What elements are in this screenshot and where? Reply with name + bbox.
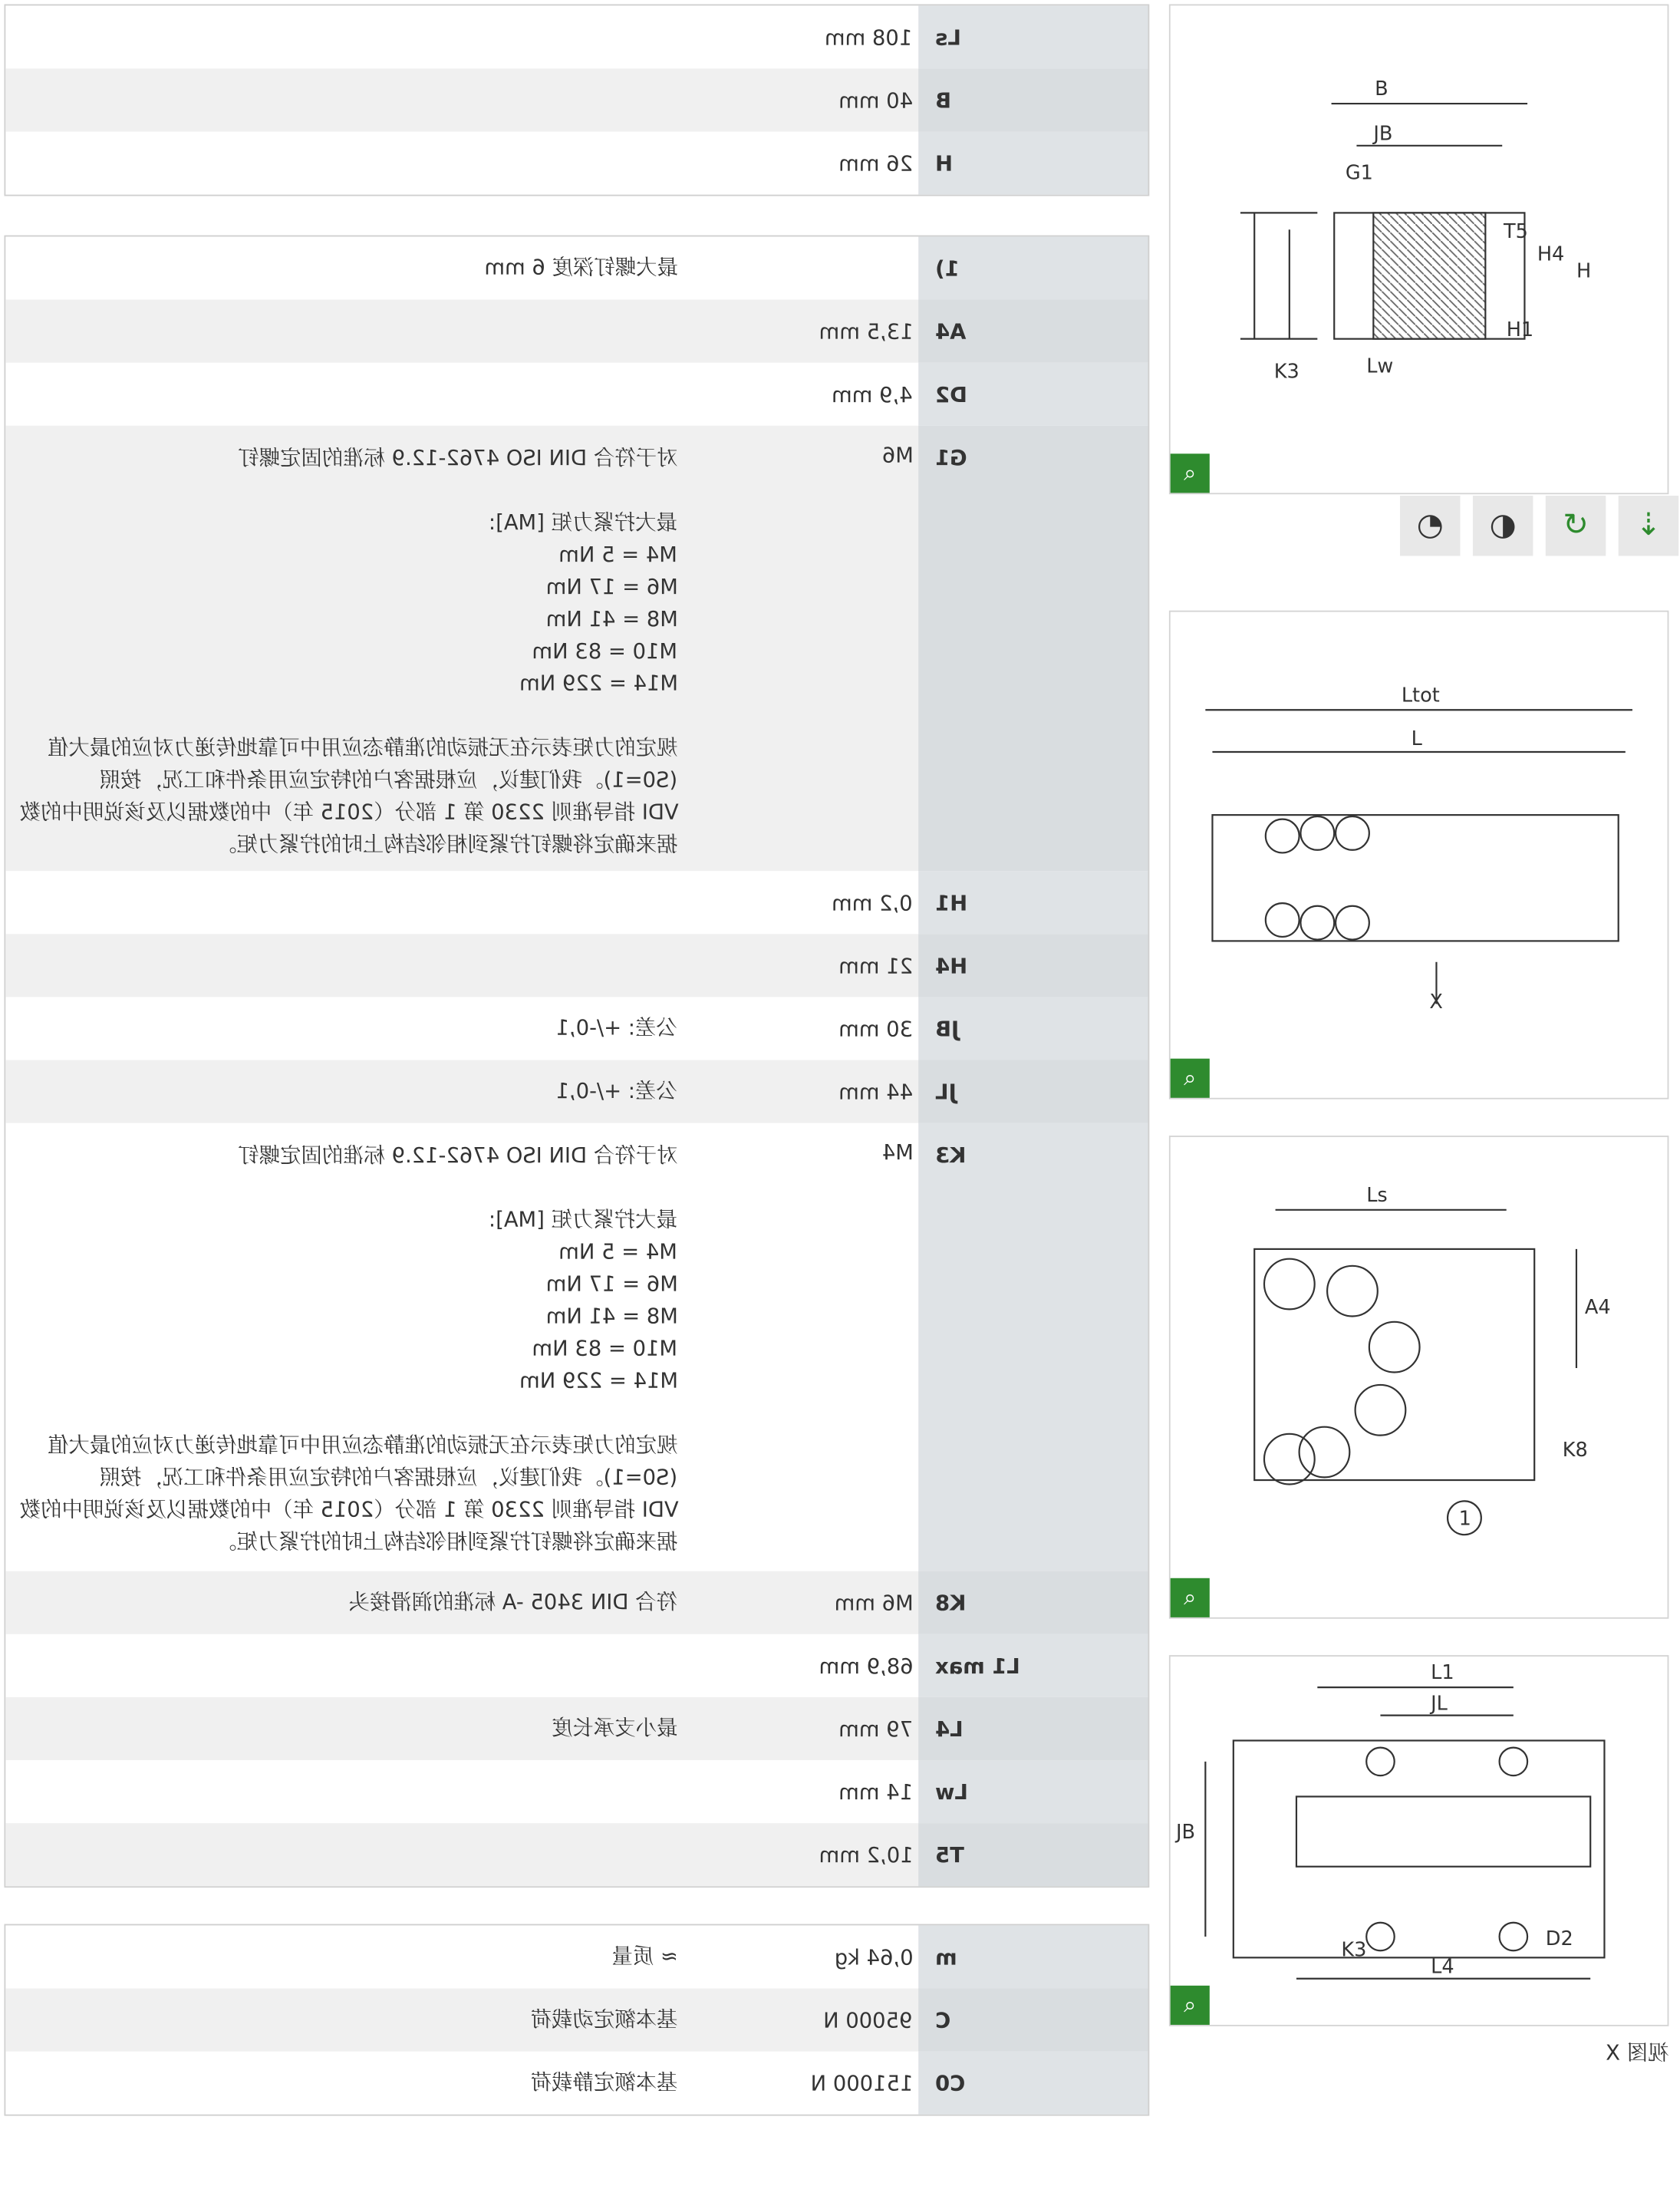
fig2-label: Ltot — [1401, 684, 1440, 707]
table-row: 79 mm 最小支承长度 L4 — [5, 1697, 1148, 1760]
fig1-label: H4 — [1537, 242, 1565, 266]
fig1-label: JB — [1373, 122, 1393, 146]
lubrication-oil-icon: ◔ — [1400, 496, 1460, 556]
load-rating-table — [4, 1924, 1149, 2116]
table-row: 30 mm 公差: +/-0,1 JB — [5, 997, 1148, 1060]
fig1-label: T5 — [1504, 220, 1528, 244]
zoom-icon[interactable]: ⌕ — [1171, 1986, 1210, 2025]
cross-section-svg — [1171, 5, 1668, 493]
description-line: M10 = 83 Nm — [532, 638, 678, 664]
view-x-caption: 视图 X — [1606, 2040, 1669, 2066]
zoom-icon[interactable]: ⌕ — [1171, 1059, 1210, 1098]
description-line: 规定的力矩表示在无振动的准静态应用中可靠地传递力对应的最大值 — [48, 735, 678, 760]
description-line: M10 = 83 Nm — [532, 1336, 678, 1361]
table-row: M4 对于符合 DIN ISO 4762-12.9 标准的固定螺钉 最大拧紧力矩 [MA]: M4 = 5 Nm M6 = 17 Nm M8 = 41 Nm M10 = 83 Nm M14 = 229 Nm 规定的力矩表示在无振动的准静态应用中可靠地传递力对应的最大值 (S0=1)。我们建议，应根据客户的特定应用条件和工况，按照 VDI 指导准则 2230 第 1 部分（2015 年）中的数据以及该说明中的数 据来确定将螺钉拧紧到相邻结构上时的拧紧力矩。 K3 — [5, 1123, 1148, 1571]
g1-description — [20, 443, 678, 862]
table-row: 13,5 mm A4 — [5, 300, 1148, 363]
table-row: 0,2 mm H1 — [5, 871, 1148, 934]
description-line: 最大拧紧力矩 [MA]: — [489, 509, 678, 536]
drawing-top-view[interactable] — [1169, 1655, 1669, 2026]
description-line: M4 = 5 Nm — [558, 542, 678, 568]
description-line: M8 = 41 Nm — [545, 1304, 678, 1329]
description-line: 对于符合 DIN ISO 4762-12.9 标准的固定螺钉 — [238, 1142, 678, 1169]
detail-view-svg — [1171, 1137, 1668, 1617]
fig2-label: X — [1429, 991, 1443, 1014]
fig1-label: H — [1576, 259, 1592, 283]
table-row: 151000 N 基本额定静载荷 C0 — [5, 2052, 1148, 2115]
description-line: 据来确定将螺钉拧紧到相邻结构上时的拧紧力矩。 — [216, 832, 678, 857]
fig1-label: B — [1375, 77, 1388, 101]
description-line: 规定的力矩表示在无振动的准静态应用中可靠地传递力对应的最大值 — [48, 1432, 678, 1458]
fig2-label: L — [1411, 727, 1422, 750]
description-line — [20, 1172, 678, 1205]
table-row: 95000 N 基本额定动载荷 C — [5, 1989, 1148, 2052]
fig4-label: L1 — [1431, 1661, 1454, 1685]
fig4-label: L4 — [1431, 1955, 1454, 1979]
fig3-label: 1 — [1458, 1507, 1471, 1531]
description-line: 对于符合 DIN ISO 4762-12.9 标准的固定螺钉 — [238, 445, 678, 471]
description-line: M14 = 229 Nm — [519, 1368, 678, 1393]
drawing-detail-view[interactable] — [1169, 1136, 1669, 1619]
description-line: (S0=1)。我们建议，应根据客户的特定应用条件和工况，按照 — [99, 1464, 678, 1490]
drawing-side-view[interactable] — [1169, 611, 1669, 1100]
feature-icons — [1400, 496, 1678, 556]
table-row: M6 对于符合 DIN ISO 4762-12.9 标准的固定螺钉 最大拧紧力矩 [MA]: M4 = 5 Nm M6 = 17 Nm M8 = 41 Nm M10 = 83 Nm M14 = 229 Nm 规定的力矩表示在无振动的准静态应用中可靠地传递力对应的最大值 (S0=1)。我们建议，应根据客户的特定应用条件和工况，按照 VDI 指导准则 2230 第 1 部分（2015 年）中的数据以及该说明中的数 据来确定将螺钉拧紧到相邻结构上时的拧紧力矩。 G1 — [5, 426, 1148, 871]
fig4-label: K3 — [1341, 1938, 1367, 1962]
k3-description — [20, 1140, 678, 1559]
table-row: 4,9 mm D2 — [5, 363, 1148, 426]
fig1-label: Lw — [1366, 354, 1394, 378]
table-row: 0,64 kg ≈ 质量 m — [5, 1925, 1148, 1988]
rotation-arrow-icon: ↻ — [1546, 496, 1606, 556]
table-row: 26 mm H — [5, 132, 1148, 195]
fig1-label: G1 — [1345, 161, 1373, 185]
dimension-table-1 — [4, 4, 1149, 196]
drawing-cross-section[interactable] — [1169, 4, 1669, 494]
load-direction-icon: ⇣ — [1619, 496, 1678, 556]
fig1-label: K3 — [1273, 360, 1300, 384]
table-row: 40 mm B — [5, 68, 1148, 131]
description-line: M6 = 17 Nm — [545, 1271, 678, 1297]
description-line — [20, 701, 678, 733]
fig4-label: JB — [1176, 1821, 1196, 1845]
fig1-label: H1 — [1506, 318, 1534, 341]
description-line: VDI 指导准则 2230 第 1 部分（2015 年）中的数据以及该说明中的数 — [19, 1496, 679, 1522]
zoom-icon[interactable]: ⌕ — [1171, 1578, 1210, 1617]
table-row: 21 mm H4 — [5, 934, 1148, 997]
dimension-table-2 — [4, 236, 1149, 1888]
description-line: (S0=1)。我们建议，应根据客户的特定应用条件和工况，按照 — [99, 767, 678, 793]
lubrication-grease-icon: ◑ — [1473, 496, 1533, 556]
table-row: 44 mm 公差: +/-0,1 JL — [5, 1060, 1148, 1123]
description-line: 据来确定将螺钉拧紧到相邻结构上时的拧紧力矩。 — [216, 1528, 678, 1555]
description-line — [20, 1397, 678, 1429]
fig3-label: K8 — [1562, 1439, 1588, 1462]
description-line: M6 = 17 Nm — [545, 574, 678, 600]
fig3-label: Ls — [1366, 1183, 1388, 1207]
description-line: VDI 指导准则 2230 第 1 部分（2015 年）中的数据以及该说明中的数 — [19, 800, 679, 825]
description-line: M8 = 41 Nm — [545, 606, 678, 632]
table-row: 最大螺钉深度 6 mm 1) — [5, 236, 1148, 299]
description-line: 最大拧紧力矩 [MA]: — [489, 1207, 678, 1232]
table-row: 68,9 mm L1 max — [5, 1634, 1148, 1697]
table-row: M6 mm 符合 DIN 3405 -A 标准的润滑接头 K8 — [5, 1571, 1148, 1634]
side-view-svg — [1171, 612, 1668, 1098]
table-row: 10,2 mm T5 — [5, 1823, 1148, 1886]
fig3-label: A4 — [1584, 1295, 1611, 1319]
fig4-label: JL — [1431, 1692, 1448, 1716]
fig4-label: D2 — [1545, 1927, 1573, 1950]
description-line: M4 = 5 Nm — [558, 1239, 678, 1264]
table-row: 108 mm Ls — [5, 5, 1148, 68]
table-row: 14 mm Lw — [5, 1760, 1148, 1823]
top-view-svg — [1171, 1657, 1668, 2025]
description-line — [20, 475, 678, 507]
description-line: M14 = 229 Nm — [519, 671, 678, 697]
zoom-icon[interactable]: ⌕ — [1171, 453, 1210, 493]
